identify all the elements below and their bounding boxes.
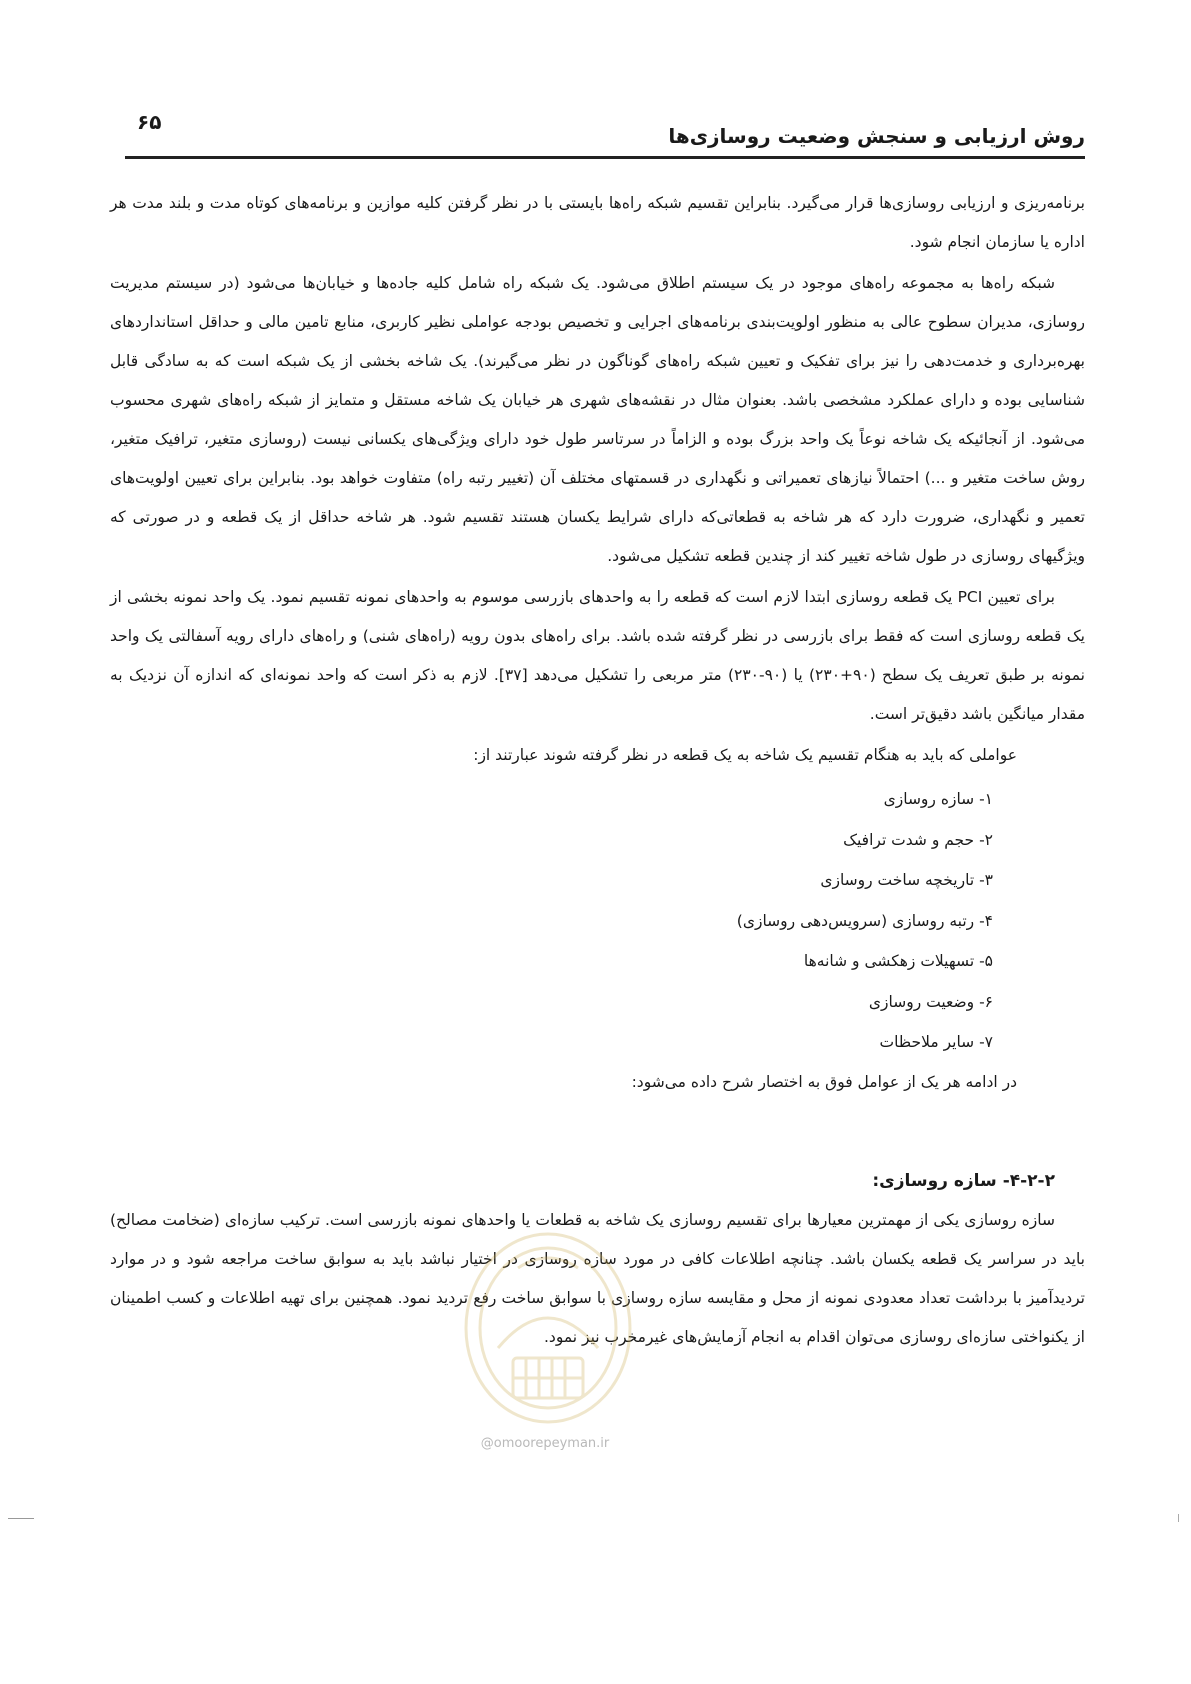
paragraph-continuation: برنامه‌ریزی و ارزیابی روسازی‌ها قرار می‌گیرد. بنابراین تقسیم شبکه راه‌ها بایستی با در نظر گرفتن کلیه موازین و برنامه‌های کوتاه مدت و بلند مدت هر اداره یا سازمان انجام شود. bbox=[110, 194, 1085, 251]
page-number: ۶۵ bbox=[137, 110, 162, 134]
list-item: ۷- سایر ملاحظات bbox=[879, 1033, 993, 1051]
page-header bbox=[125, 108, 1085, 164]
paragraph-structure: سازه روسازی یکی از مهمترین معیارها برای تقسیم روسازی یک شاخه به قطعات یا واحدهای نمونه بازرسی است. ترکیب سازه‌ای (ضخامت مصالح) باید در سراسر یک قطعه یکسان باشد. چنانچه اطلاعات کافی در مورد سازه روسازی در اختیار نباشد باید به سوابق ساخت مراجعه شود و در موارد تردیدآمیز با برداشت تعداد معدودی نمونه از محل و مقایسه سازه روسازی با سوابق ساخت رفع تردید نمود. همچنین برای تهیه اطلاعات و کسب اطمینان از یکنواختی سازه‌ای روسازی می‌توان اقدام به انجام آزمایش‌های غیرمخرب نیز نمود. bbox=[110, 1210, 1085, 1346]
paragraph-network: شبکه راه‌ها به مجموعه راه‌های موجود در یک سیستم اطلاق می‌شود. یک شبکه راه شامل کلیه جاده‌ها و خیابان‌ها می‌شود (در سیستم مدیریت روسازی، مدیران سطوح عالی به منظور اولویت‌بندی برنامه‌های اجرایی و تخصیص بودجه عواملی نظیر کاربری، منابع تامین مالی و حداقل استانداردهای بهره‌برداری و خدمت‌دهی را نیز برای تفکیک و تعیین شبکه راه‌های گوناگون در نظر می‌گیرند). یک شاخه بخشی از یک شبکه است که به سادگی قابل شناسایی بوده و دارای عملکرد مشخصی باشد. بعنوان مثال در نقشه‌های شهری هر خیابان یک شاخه مستقل و متمایز از شبکه راه‌های شهری محسوب می‌شود. از آنجائیکه یک شاخه نوعاً یک واحد بزرگ بوده و الزاماً در سرتاسر طول خود دارای ویژگی‌های یکسانی نیست (روسازی متغیر، ترافیک متغیر، روش ساخت متغیر و ...) احتمالاً نیازهای تعمیراتی و نگهداری در قسمتهای مختلف آن (تغییر رتبه راه) متفاوت خواهد بود. بنابراین برای تعیین اولویت‌های تعمیر و نگهداری، ضرورت دارد که هر شاخه به قطعاتی‌که دارای شرایط یکسان هستند تقسیم شود. هر شاخه حداقل از یک قطعه و در صورتی که ویژگیهای روسازی در طول شاخه تغییر کند از چندین قطعه تشکیل می‌شود. bbox=[110, 274, 1085, 565]
list-item: ۵- تسهیلات زهکشی و شانه‌ها bbox=[803, 952, 993, 970]
body-text bbox=[110, 184, 1085, 1357]
list-item: ۲- حجم و شدت ترافیک bbox=[843, 830, 993, 849]
factors-outro: در ادامه هر یک از عوامل فوق به اختصار شرح داده می‌شود: bbox=[631, 1072, 1017, 1091]
list-item: ۶- وضعیت روسازی bbox=[868, 992, 993, 1011]
list-item: ۴- رتبه روسازی (سرویس‌دهی روسازی) bbox=[736, 911, 993, 930]
factors-intro: عواملی که باید به هنگام تقسیم یک شاخه به یک قطعه در نظر گرفته شوند عبارتند از: bbox=[473, 746, 1017, 764]
paragraph-pci: برای تعیین PCI یک قطعه روسازی ابتدا لازم است که قطعه را به واحدهای بازرسی موسوم به واحدهای نمونه تقسیم نمود. یک واحد نمونه بخشی از یک قطعه روسازی است که فقط برای بازرسی در نظر گرفته شده باشد. برای راه‌های بدون رویه (راه‌های شنی) و راه‌های دارای رویه آسفالتی یک واحد نمونه بر طبق تعریف یک سطح (۹۰+۲۳۰) یا (۹۰-۲۳۰) متر مربعی را تشکیل می‌دهد [۳۷]. لازم به ذکر است که واحد نمونه‌ای که اندازه آن نزدیک به مقدار میانگین باشد دقیق‌تر است. bbox=[110, 588, 1085, 723]
header-rule bbox=[125, 156, 1085, 159]
watermark-site: @omoorepeyman.ir bbox=[480, 1436, 610, 1451]
list-item: ۳- تاریخچه ساخت روسازی bbox=[820, 871, 993, 889]
edge-mark bbox=[8, 1518, 34, 1519]
list-item: ۱- سازه روسازی bbox=[883, 790, 993, 808]
section-heading: ۴-۲-۲- سازه روسازی: bbox=[872, 1170, 1055, 1191]
factors-list bbox=[110, 779, 1085, 1063]
running-title: روش ارزیابی و سنجش وضعیت روسازی‌ها bbox=[668, 124, 1085, 148]
edge-mark bbox=[1175, 1514, 1179, 1522]
